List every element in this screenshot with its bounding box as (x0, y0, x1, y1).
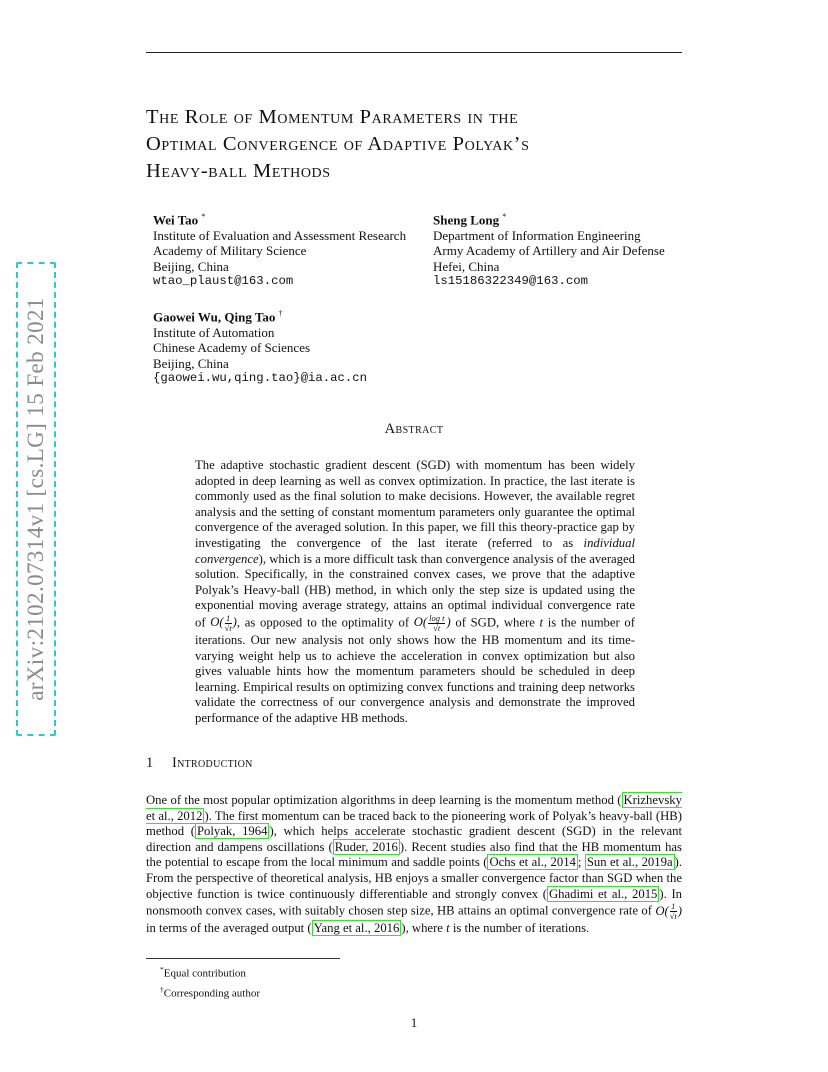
author-name: Wei Tao (153, 212, 199, 228)
author-email[interactable]: ls15186322349@163.com (433, 274, 588, 289)
author-affiliation: Army Academy of Artillery and Air Defense (433, 243, 665, 259)
author-location: Beijing, China (153, 258, 229, 274)
abstract-body (195, 458, 635, 727)
introduction-body (146, 793, 682, 937)
author-block (153, 306, 367, 387)
author-block (153, 209, 406, 290)
author-location: Hefei, China (433, 258, 500, 274)
author-mark: * (201, 212, 206, 221)
citation-link[interactable]: Ghadimi et al., 2015 (549, 886, 658, 901)
math-variable: t (539, 615, 544, 630)
author-block (433, 209, 665, 290)
emphasis: individual convergence (195, 535, 635, 566)
citation-link[interactable]: Ruder, 2016 (334, 839, 398, 854)
citation-link[interactable]: Polyak, 1964 (196, 824, 268, 839)
author-location: Beijing, China (153, 355, 229, 371)
author-mark: * (502, 212, 507, 221)
section-number: 1 (146, 755, 154, 771)
author-name: Gaowei Wu, Qing Tao (153, 309, 276, 325)
footnote: †Corresponding author (160, 984, 260, 1000)
math-rate: O( $\frac{1}{√t}$ ) (210, 612, 237, 633)
top-rule (146, 52, 682, 53)
arxiv-stamp[interactable] (16, 262, 56, 736)
section-title: Introduction (172, 755, 253, 771)
author-affiliation: Academy of Military Science (153, 243, 307, 259)
page-number: 1 (410, 1015, 418, 1030)
author-affiliation: Institute of Evaluation and Assessment Research (153, 227, 407, 243)
title-line: The Role of Momentum Parameters in the (146, 106, 519, 128)
abstract-heading: Abstract (384, 421, 444, 437)
footnote-rule (146, 958, 340, 959)
math-rate: O( $\frac{\text{log t}}{√t}$ ) (413, 612, 451, 633)
section-heading (146, 755, 253, 772)
arxiv-stamp-text: arXiv:2102.07314v1 [cs.LG] 15 Feb 2021 (23, 297, 48, 701)
paper-title (146, 104, 686, 185)
citation-link[interactable]: Sun et al., 2019a (586, 855, 673, 870)
author-affiliation: Department of Information Engineering (433, 227, 641, 243)
math-rate: O( $\frac{1}{√t}$ ) (655, 901, 682, 922)
footnotes (160, 962, 260, 1001)
author-affiliation: Institute of Automation (153, 324, 275, 340)
author-email[interactable]: wtao_plaust@163.com (153, 274, 294, 289)
title-line: Optimal Convergence of Adaptive Polyak’s (146, 133, 530, 155)
author-email[interactable]: {gaowei.wu,qing.tao}@ia.ac.cn (153, 371, 368, 386)
math-variable: t (446, 921, 450, 936)
citation-link[interactable]: Yang et al., 2016 (313, 921, 400, 936)
intro-paragraph: One of the most popular optimization algorithms in deep learning is the momentum method ( Krizhevsky et al., 2012 ). The first momentum can be traced back to the pioneering work of Polyak’s heavy-ball (HB) method ( Polyak, 1964 ), which helps accelerate stochastic gradient descent (SGD) in the relevant direction and dampens oscillations ( Ruder, 2016 ). Recent studies also find that the HB momentum has the potential to escape from the local minimum and saddle points ( Ochs et al., 2014 ; Sun et al., 2019a ). From the perspective of theoretical analysis, HB enjoys a smaller convergence factor than SGD when the objective function is twice continuously differentiable and strongly convex ( Ghadimi et al., 2015 ). In nonsmooth convex cases, with suitably chosen step size, HB attains an optimal convergence rate of O( $\frac{1}{√t}$ ) in terms of the averaged output ( Yang et al., 2016 ), where t is the number of iterations. (146, 793, 683, 936)
title-line: Heavy-ball Methods (146, 160, 331, 182)
author-affiliation: Chinese Academy of Sciences (153, 340, 311, 356)
citation-link[interactable]: Krizhevsky et al., 2012 (146, 793, 682, 823)
author-mark: † (278, 309, 283, 318)
abstract-paragraph: The adaptive stochastic gradient descent (SGD) with momentum has been widely adopted in deep learning as well as convex optimization. In practice, the last iterate is commonly used as the final solution to make decisions. However, the available regret analysis and the setting of constant momentum parameters only guarantee the optimal convergence of the averaged solution. In this paper, we fill this theory-practice gap by investigating the convergence of the last iterate (referred to as individual convergence), which is a more difficult task than convergence analysis of the averaged solution. Specifically, in the constrained convex cases, we prove that the adaptive Polyak’s Heavy-ball (HB) method, in which only the step size is updated using the exponential moving average strategy, attains an optimal individual convergence rate of O( $\frac{1}{√t}$ ), as opposed to the optimality of O( $\frac{\text{log t}}{√t}$ ) of SGD, where t is the number of iterations. Our new analysis not only shows how the HB momentum and its time-varying weight help us to achieve the acceleration in convex optimization but also gives valuable hints how the momentum parameters should be scheduled in deep learning. Empirical results on optimizing convex functions and training deep networks validate the correctness of our convergence analysis and demonstrate the improved performance of the adaptive HB methods. (195, 458, 635, 725)
footnote: *Equal contribution (160, 965, 246, 980)
citation-link[interactable]: Ochs et al., 2014 (489, 855, 576, 870)
author-name: Sheng Long (433, 212, 500, 228)
